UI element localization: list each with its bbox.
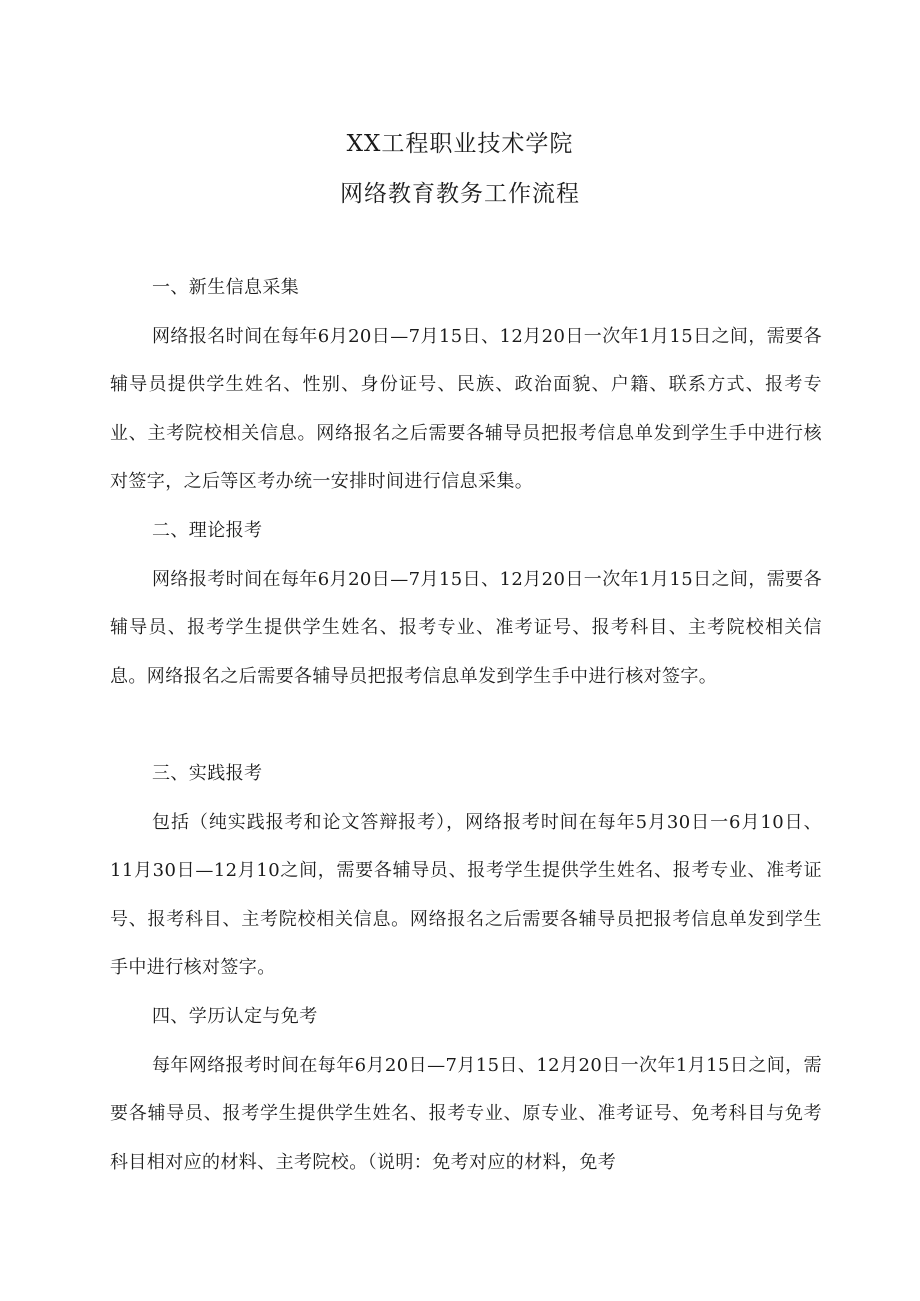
section-paragraph: 每年网络报考时间在每年6月20日—7月15日、12月20日一次年1月15日之间，需要各辅导员、报考学生提供学生姓名、报考专业、原专业、准考证号、免考科目与免考科目相对应的材料、主考院校。（说明：免考对应的材料，免考: [110, 1054, 822, 1173]
section-paragraph: 包括（纯实践报考和论文答辩报考），网络报考时间在每年5月30日一6月10日、11月30日—12月10之间，需要各辅导员、报考学生提供学生姓名、报考专业、准考证号、报考科目、主考院校相关信息。网络报名之后需要各辅导员把报考信息单发到学生手中进行核对签字。: [110, 811, 822, 978]
document-title-line-1: XX工程职业技术学院: [346, 131, 574, 157]
section-heading: 四、学历认定与免考: [152, 1006, 318, 1027]
section-heading: 一、新生信息采集: [152, 277, 300, 298]
section-degree-recognition-exemption: [110, 993, 822, 1187]
section-heading: 二、理论报考: [152, 520, 263, 541]
document-title-line-2: 网络教育教务工作流程: [340, 181, 580, 207]
section-new-student-info: [110, 264, 822, 507]
section-heading: 三、实践报考: [152, 763, 263, 784]
section-paragraph: 网络报考时间在每年6月20日—7月15日、12月20日一次年1月15日之间，需要各辅导员、报考学生提供学生姓名、报考专业、准考证号、报考科目、主考院校相关信息。网络报名之后需要各辅导员把报考信息单发到学生手中进行核对签字。: [110, 568, 822, 687]
section-theory-registration: [110, 507, 822, 701]
section-paragraph: 网络报名时间在每年6月20日—7月15日、12月20日一次年1月15日之间，需要各辅导员提供学生姓名、性别、身份证号、民族、政治面貌、户籍、联系方式、报考专业、主考院校相关信息。网络报名之后需要各辅导员把报考信息单发到学生手中进行核对签字，之后等区考办统一安排时间进行信息采集。: [110, 325, 822, 492]
section-practice-registration: [110, 750, 822, 993]
